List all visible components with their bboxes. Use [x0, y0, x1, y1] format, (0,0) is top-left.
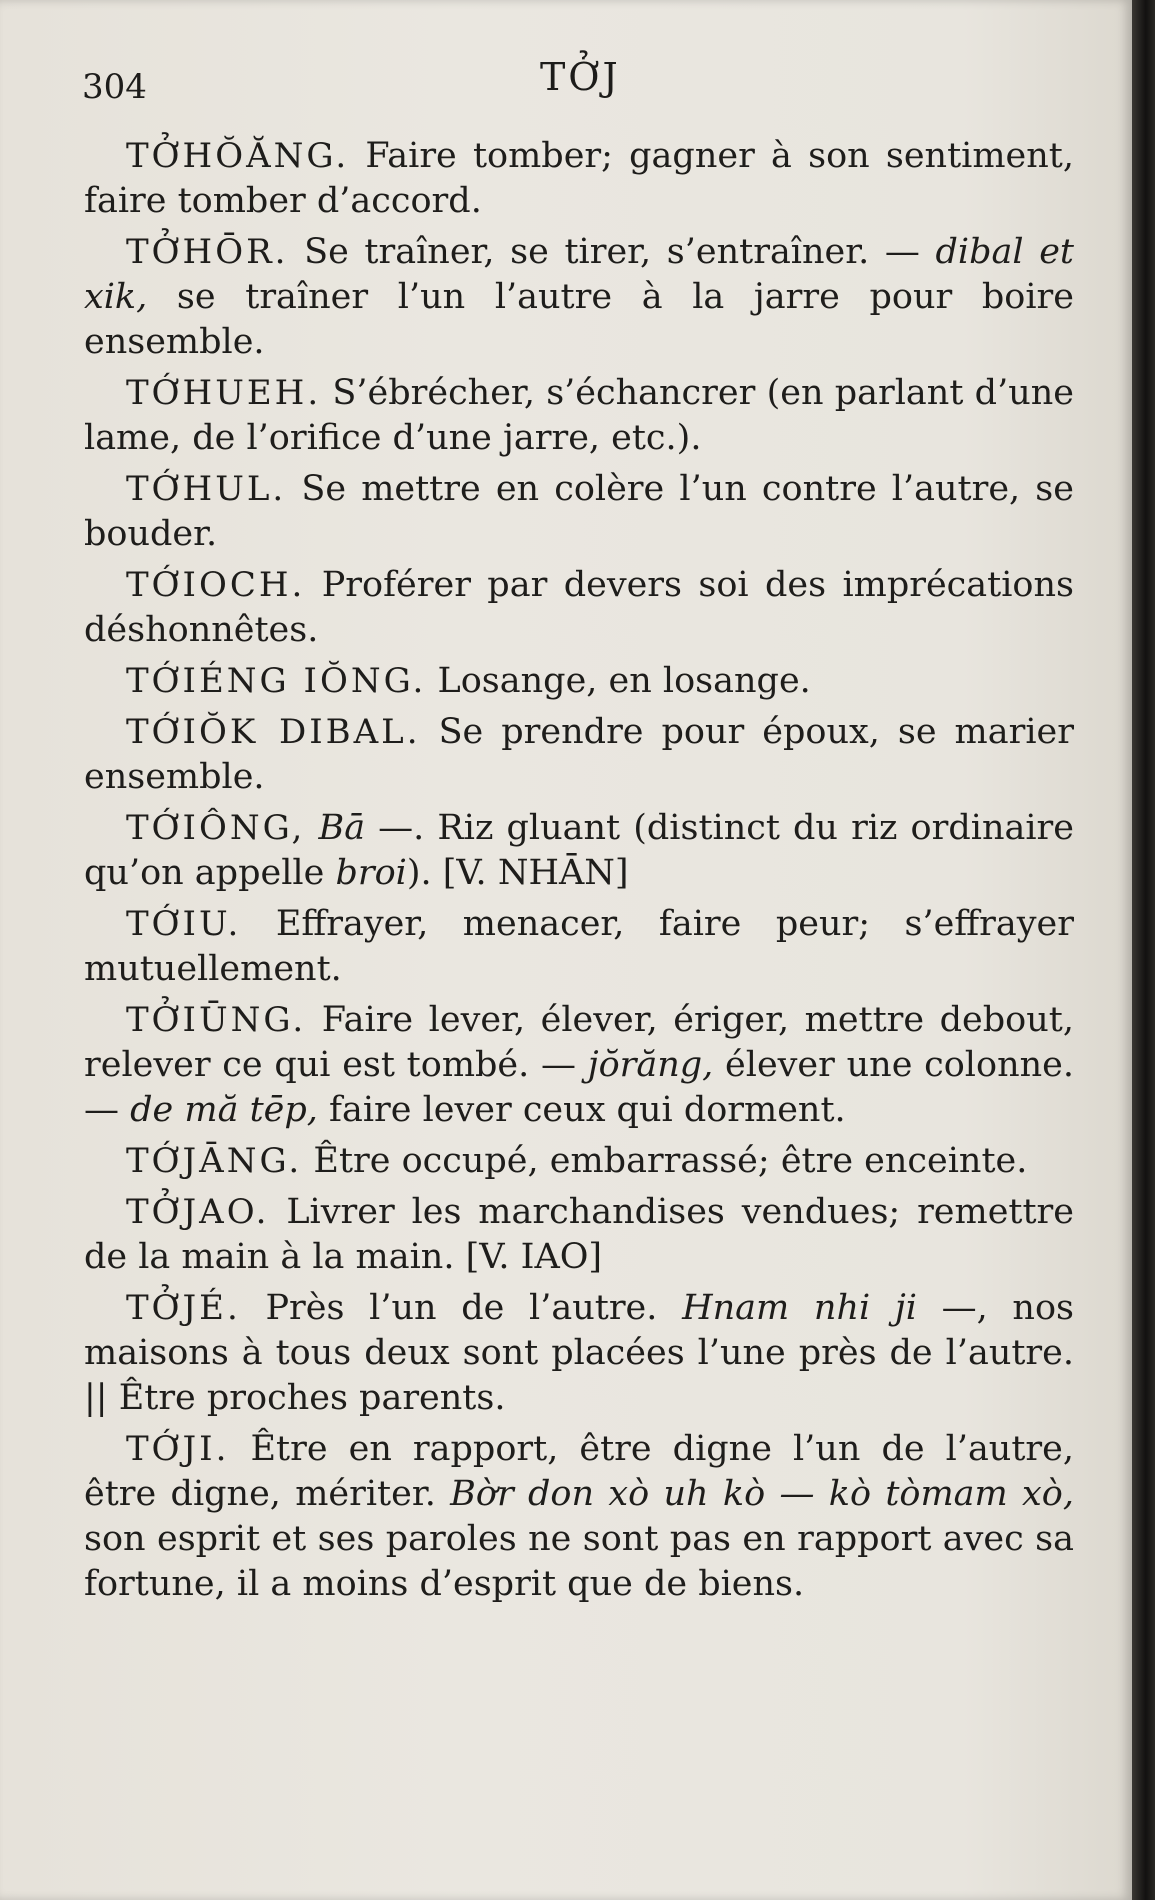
- entry-text: se traîner l’un l’autre à la jarre pour boire ensemble.: [84, 277, 1074, 362]
- entry-headword: TỞJÉ.: [126, 1288, 241, 1328]
- entry-text: Se mettre en colère l’un contre l’autre, se bouder.: [84, 469, 1074, 554]
- entry-headword: TỞHŎĂNG.: [126, 136, 350, 176]
- dictionary-entry: [84, 1286, 1074, 1421]
- book-edge: [1132, 0, 1155, 1900]
- dictionary-entry: [84, 806, 1074, 896]
- entry-text: Proférer par devers soi des imprécations déshonnêtes.: [84, 565, 1074, 650]
- entry-text: Se traîner, se tirer, s’entraîner. —: [304, 232, 936, 272]
- dictionary-entry: [84, 563, 1074, 653]
- dictionary-entry: [84, 1190, 1074, 1280]
- entry-example: dibal et xik,: [84, 232, 1074, 317]
- page-header: [0, 55, 1132, 115]
- entry-text: S’ébrécher, s’échancrer (en parlant d’une lame, de l’orifice d’une jarre, etc.).: [84, 373, 1074, 458]
- entry-headword: TỞHŌR.: [126, 232, 289, 272]
- dictionary-entry: [84, 710, 1074, 800]
- entry-headword: TỚIOCH.: [126, 565, 306, 605]
- entry-headword: TỚJI.: [126, 1429, 230, 1469]
- dictionary-entry: [84, 467, 1074, 557]
- dictionary-entry: [84, 659, 1074, 704]
- entry-text: élever une colonne. —: [84, 1045, 1074, 1130]
- entry-headword: TỚIÔNG,: [126, 808, 306, 848]
- entry-text: faire lever ceux qui dorment.: [317, 1090, 846, 1130]
- entry-headword: TỚHUEH.: [126, 373, 322, 413]
- dictionary-entry: [84, 230, 1074, 365]
- running-head: TỞJ: [540, 55, 621, 99]
- entry-headword: TỞIŪNG.: [126, 1000, 307, 1040]
- entry-example: jŏrăng,: [587, 1045, 714, 1085]
- entry-text: ). [V. NHĀN]: [406, 853, 629, 893]
- entry-headword: TỚIU.: [126, 904, 242, 944]
- entry-headword: TỚIŎK DIBAL.: [126, 712, 421, 752]
- entry-headword: TỞJAO.: [126, 1192, 270, 1232]
- dictionary-entry: [84, 371, 1074, 461]
- entry-text: Losange, en losange.: [437, 661, 811, 701]
- entry-text: Livrer les marchandises vendues; remettre de la main à la main. [V. IAO]: [84, 1192, 1074, 1277]
- entry-headword: TỚIÉNG IŎNG.: [126, 661, 427, 701]
- entry-text: Près l’un de l’autre.: [265, 1288, 683, 1328]
- entry-headword: TỚJĀNG.: [126, 1141, 303, 1181]
- entry-example: de mă tēp,: [130, 1090, 318, 1130]
- entry-example: Bờr don xò uh kò — kò tòmam xò,: [450, 1474, 1074, 1514]
- entry-text: Faire tomber; gagner à son sentiment, faire tomber d’accord.: [84, 136, 1074, 221]
- entry-text: Faire lever, élever, ériger, mettre debout, relever ce qui est tombé. —: [84, 1000, 1074, 1085]
- entry-headword: TỚHUL.: [126, 469, 287, 509]
- entry-text: —, nos maisons à tous deux sont placées l’une près de l’autre. || Être proches parents.: [84, 1288, 1074, 1418]
- entry-text: Se prendre pour époux, se marier ensemble.: [84, 712, 1074, 797]
- dictionary-entry: [84, 998, 1074, 1133]
- dictionary-entry: [84, 1139, 1074, 1184]
- entry-example: broi: [335, 853, 407, 893]
- dictionary-entry: [84, 902, 1074, 992]
- entry-text: Être occupé, embarrassé; être enceinte.: [313, 1141, 1028, 1181]
- entry-list: [84, 134, 1074, 1613]
- dictionary-entry: [84, 1427, 1074, 1607]
- entry-text: son esprit et ses paroles ne sont pas en rapport avec sa fortune, il a moins d’esprit que de biens.: [84, 1519, 1074, 1604]
- page-number: 304: [82, 67, 147, 107]
- entry-text: —. Riz gluant (distinct du riz ordinaire qu’on appelle: [84, 808, 1074, 893]
- entry-text: Effrayer, menacer, faire peur; s’effrayer mutuellement.: [84, 904, 1074, 989]
- entry-text: Être en rapport, être digne l’un de l’autre, être digne, mériter.: [84, 1429, 1074, 1514]
- entry-example: Hnam nhi ji: [682, 1288, 917, 1328]
- dictionary-entry: [84, 134, 1074, 224]
- entry-example: Bā: [318, 808, 366, 848]
